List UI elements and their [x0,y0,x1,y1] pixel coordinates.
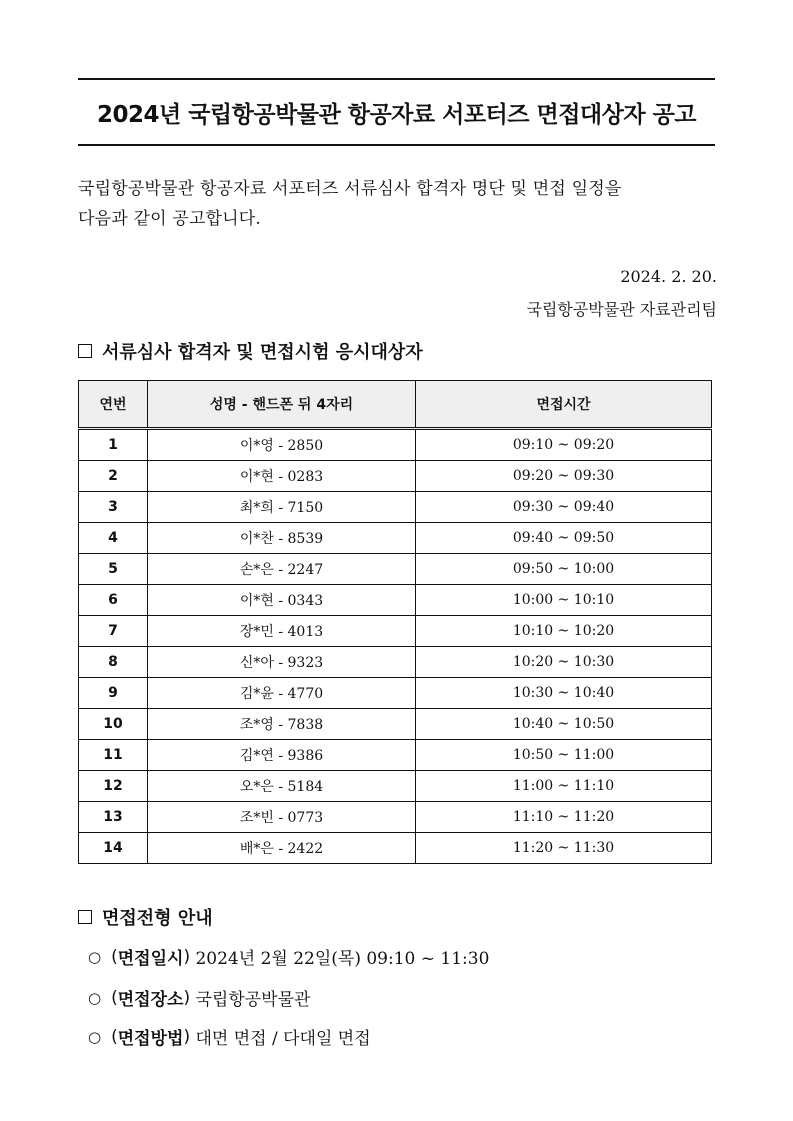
table-row [79,461,712,492]
cell-number: 14 [79,833,148,864]
info-label: 면접일시 [117,949,184,969]
table-row [79,616,712,647]
cell-time: 10:40 ~ 10:50 [416,709,712,740]
cell-number: 4 [79,523,148,554]
info-label: 면접장소 [117,990,184,1010]
column-header-number: 연번 [79,381,148,429]
cell-time: 10:00 ~ 10:10 [416,585,712,616]
cell-time: 09:20 ~ 09:30 [416,461,712,492]
info-label: 면접방법 [117,1029,184,1049]
square-outline-icon [78,910,92,924]
cell-name: 신*아 - 9323 [148,647,416,678]
cell-name: 이*현 - 0343 [148,585,416,616]
table-row [79,554,712,585]
cell-time: 09:10 ~ 09:20 [416,429,712,461]
table-row [79,523,712,554]
table-row [79,833,712,864]
cell-time: 11:00 ~ 11:10 [416,771,712,802]
cell-number: 7 [79,616,148,647]
title-block [78,78,715,146]
cell-number: 6 [79,585,148,616]
announcement-date: 2024. 2. 20. [620,267,717,286]
cell-name: 장*민 - 4013 [148,616,416,647]
cell-name: 이*찬 - 8539 [148,523,416,554]
cell-number: 13 [79,802,148,833]
info-value: 국립항공박물관 [195,990,311,1010]
table-row [79,585,712,616]
cell-time: 10:10 ~ 10:20 [416,616,712,647]
table-row [79,492,712,523]
column-header-time: 면접시간 [416,381,712,429]
intro-line-2: 다음과 같이 공고합니다. [78,209,262,229]
cell-name: 이*현 - 0283 [148,461,416,492]
table-row [79,429,712,461]
cell-number: 11 [79,740,148,771]
table-row [79,647,712,678]
cell-time: 10:20 ~ 10:30 [416,647,712,678]
table-header-row [79,381,712,429]
intro-paragraph [78,174,718,234]
info-item-datetime: ○ ( 면접일시 ) 2024년 2월 22일(목) 09:10 ~ 11:30 [88,944,489,969]
section-heading-interview-guide [78,904,213,930]
cell-time: 09:50 ~ 10:00 [416,554,712,585]
cell-number: 5 [79,554,148,585]
department-name: 국립항공박물관 자료관리팀 [526,300,717,319]
cell-name: 오*은 - 5184 [148,771,416,802]
cell-name: 조*영 - 7838 [148,709,416,740]
table-row [79,709,712,740]
cell-time: 10:50 ~ 11:00 [416,740,712,771]
cell-number: 9 [79,678,148,709]
cell-name: 조*빈 - 0773 [148,802,416,833]
cell-number: 12 [79,771,148,802]
cell-name: 김*연 - 9386 [148,740,416,771]
cell-number: 1 [79,429,148,461]
cell-name: 손*은 - 2247 [148,554,416,585]
section-heading-candidates [78,338,423,364]
cell-time: 11:10 ~ 11:20 [416,802,712,833]
candidate-table [78,380,712,864]
table-row [79,678,712,709]
cell-number: 10 [79,709,148,740]
circle-bullet-icon: ○ [88,947,102,966]
info-value: 2024년 2월 22일(목) 09:10 ~ 11:30 [195,949,490,969]
cell-time: 09:30 ~ 09:40 [416,492,712,523]
section-heading-label: 면접전형 안내 [102,908,213,929]
cell-name: 최*희 - 7150 [148,492,416,523]
cell-number: 3 [79,492,148,523]
info-item-location: ○ ( 면접장소 ) 국립항공박물관 [88,985,310,1010]
circle-bullet-icon: ○ [88,1027,102,1046]
table-row [79,740,712,771]
square-outline-icon [78,344,92,358]
column-header-name: 성명 - 핸드폰 뒤 4자리 [148,381,416,429]
circle-bullet-icon: ○ [88,988,102,1007]
cell-time: 11:20 ~ 11:30 [416,833,712,864]
cell-name: 김*윤 - 4770 [148,678,416,709]
info-item-method: ○ ( 면접방법 ) 대면 면접 / 다대일 면접 [88,1024,371,1049]
cell-time: 10:30 ~ 10:40 [416,678,712,709]
cell-number: 2 [79,461,148,492]
intro-line-1: 국립항공박물관 항공자료 서포터즈 서류심사 합격자 명단 및 면접 일정을 [78,179,622,199]
cell-name: 이*영 - 2850 [148,429,416,461]
info-value: 대면 면접 / 다대일 면접 [195,1029,371,1049]
table-row [79,771,712,802]
cell-number: 8 [79,647,148,678]
page-title: 2024년 국립항공박물관 항공자료 서포터즈 면접대상자 공고 [96,101,697,128]
table-row [79,802,712,833]
section-heading-label: 서류심사 합격자 및 면접시험 응시대상자 [102,342,423,363]
cell-name: 배*은 - 2422 [148,833,416,864]
cell-time: 09:40 ~ 09:50 [416,523,712,554]
